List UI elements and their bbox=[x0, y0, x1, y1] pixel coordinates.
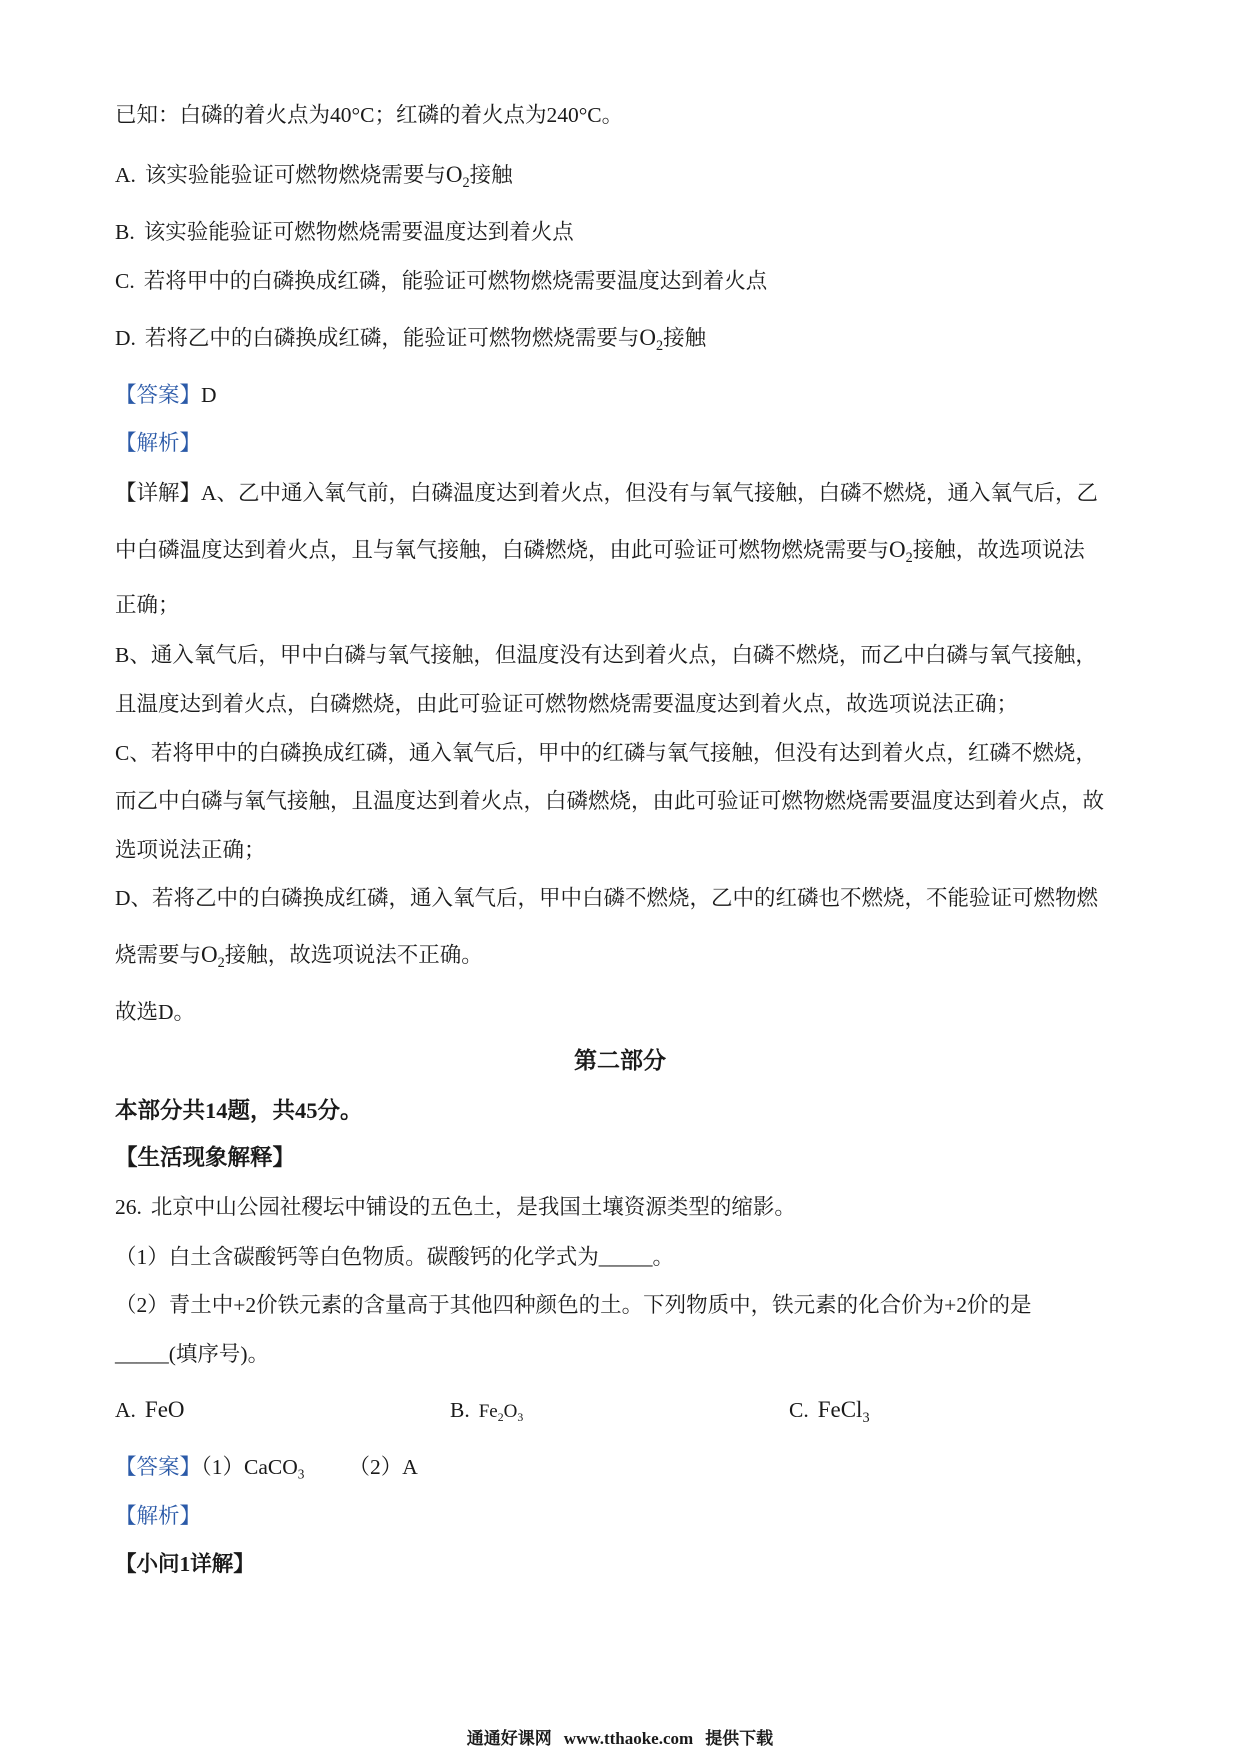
option-text: 该实验能验证可燃物燃烧需要与 bbox=[144, 163, 446, 187]
option-text-tail: 接触 bbox=[469, 163, 513, 187]
answer-tag: 【答案】 bbox=[115, 383, 202, 407]
footer-url: www.tthaoke.com bbox=[563, 1729, 694, 1748]
choice-a: A. FeO bbox=[115, 1397, 185, 1422]
option-label: A. bbox=[115, 163, 136, 187]
choice-b: B. $Fe_2O_3$ bbox=[450, 1398, 524, 1425]
sub-question-2: （2）青土中+2价铁元素的含量高于其他四种颜色的土。下列物质中，铁元素的化合价为+2价的是 bbox=[115, 1293, 1032, 1317]
option-text: 若将甲中的白磷换成红磷，能验证可燃物燃烧需要温度达到着火点 bbox=[143, 269, 768, 293]
detail-line: 烧需要与$O_2$接触，故选项说法不正确。 bbox=[115, 942, 483, 971]
option-text: 若将乙中的白磷换成红磷，能验证可燃物燃烧需要与 bbox=[144, 326, 640, 350]
option-text: 该实验能验证可燃物燃烧需要温度达到着火点 bbox=[143, 220, 574, 244]
detail-line: 而乙中白磷与氧气接触，且温度达到着火点，白磷燃烧，由此可验证可燃物燃烧需要温度达到着火点，故 bbox=[115, 789, 1105, 813]
detail-line: 正确； bbox=[115, 593, 180, 617]
choices-row bbox=[0, 1395, 1240, 1425]
page-footer bbox=[0, 1727, 1240, 1751]
detail-line: 且温度达到着火点，白磷燃烧，由此可验证可燃物燃烧需要温度达到着火点，故选项说法正确； bbox=[115, 692, 1019, 716]
question-26-stem: 26. 北京中山公园社稷坛中铺设的五色土，是我国土壤资源类型的缩影。 bbox=[115, 1195, 796, 1219]
detail-line: B、通入氧气后，甲中白磷与氧气接触，但温度没有达到着火点，白磷不燃烧，而乙中白磷与氧气接触， bbox=[115, 643, 1097, 667]
footer-site: 通通好课网 bbox=[466, 1729, 552, 1748]
option-c bbox=[115, 266, 767, 296]
analysis-tag-26: 【解析】 bbox=[115, 1504, 202, 1528]
answer-line bbox=[115, 380, 217, 410]
answer-value: D bbox=[201, 383, 217, 407]
final-choice: 故选D。 bbox=[115, 1000, 196, 1024]
sub-detail-heading: 【小问1详解】 bbox=[115, 1552, 255, 1576]
detail-line: 【详解】A、乙中通入氧气前，白磷温度达到着火点，但没有与氧气接触，白磷不燃烧，通入氧气后，乙 bbox=[115, 481, 1099, 505]
formula-o2: $O_2$ bbox=[445, 162, 470, 191]
formula-o2: $O_2$ bbox=[889, 537, 913, 566]
given-condition: 已知：白磷的着火点为40°C；红磷的着火点为240°C。 bbox=[115, 103, 624, 127]
part-summary: 本部分共14题，共45分。 bbox=[115, 1098, 363, 1123]
answer-part-2: （2）A bbox=[348, 1455, 418, 1479]
sub-question-1: （1）白土含碳酸钙等白色物质。碳酸钙的化学式为_____。 bbox=[115, 1245, 675, 1269]
answer-part-1: （1）CaCO$_3$ bbox=[201, 1455, 305, 1482]
detail-line: C、若将甲中的白磷换成红磷，通入氧气后，甲中的红磷与氧气接触，但没有达到着火点，红磷不燃烧， bbox=[115, 741, 1097, 765]
footer-suffix: 提供下载 bbox=[705, 1729, 774, 1748]
detail-line: 选项说法正确； bbox=[115, 838, 266, 862]
option-label: B. bbox=[115, 220, 135, 244]
part-title: 第二部分 bbox=[574, 1048, 666, 1073]
option-d bbox=[115, 323, 706, 353]
detail-tag: 【详解】 bbox=[115, 481, 202, 505]
formula-o2: $O_2$ bbox=[201, 942, 225, 971]
sub-question-2-cont: _____(填序号)。 bbox=[115, 1342, 270, 1366]
section-heading: 【生活现象解释】 bbox=[115, 1145, 296, 1170]
option-b bbox=[115, 217, 574, 247]
question-number: 26. bbox=[115, 1195, 142, 1219]
option-a bbox=[115, 160, 513, 190]
detail-line: D、若将乙中的白磷换成红磷，通入氧气后，甲中白磷不燃烧，乙中的红磷也不燃烧，不能验证可燃物燃 bbox=[115, 886, 1099, 910]
formula-o2: $O_2$ bbox=[639, 325, 664, 354]
answer-line-26 bbox=[115, 1452, 418, 1482]
analysis-tag: 【解析】 bbox=[115, 431, 202, 455]
answer-tag: 【答案】 bbox=[115, 1455, 202, 1479]
option-text-tail: 接触 bbox=[663, 326, 707, 350]
detail-line: 中白磷温度达到着火点，且与氧气接触，白磷燃烧，由此可验证可燃物燃烧需要与$O_2$接触，故选项说法 bbox=[115, 537, 1085, 566]
option-label: D. bbox=[115, 326, 136, 350]
choice-c: C. FeCl$_3$ bbox=[789, 1397, 870, 1426]
option-label: C. bbox=[115, 269, 135, 293]
